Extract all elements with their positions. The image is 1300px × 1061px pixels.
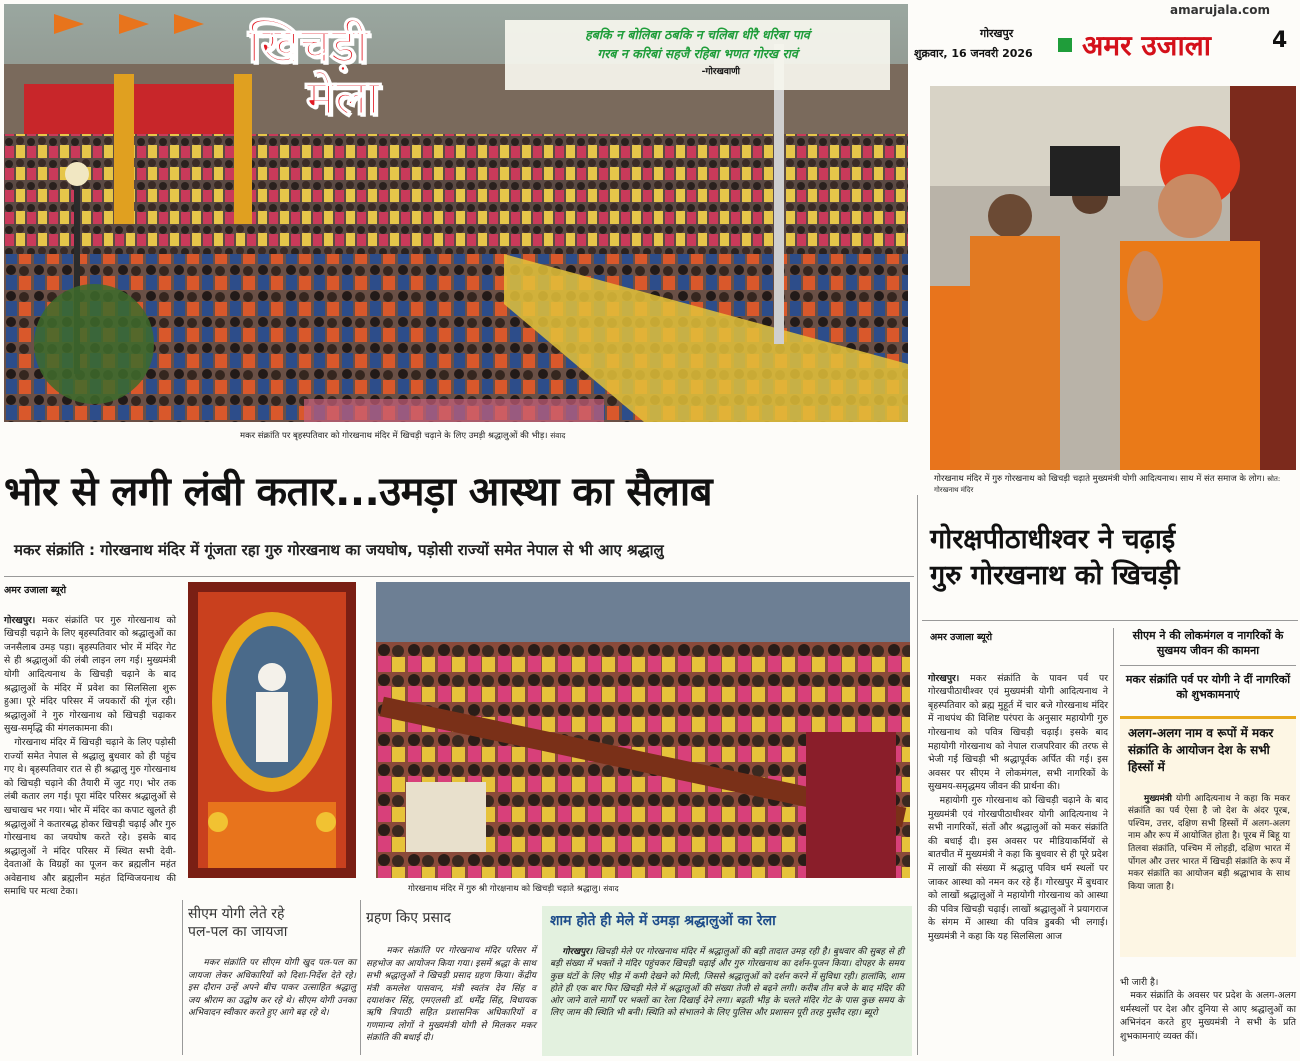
- idol-photo-art: [188, 582, 356, 878]
- prasad-box-title: ग्रहण किए प्रसाद: [366, 910, 451, 926]
- side-box-body: [1120, 780, 1296, 906]
- fair-badge-line2: मेला: [306, 70, 380, 126]
- divider-vertical: [917, 495, 918, 1055]
- fair-badge: [248, 20, 428, 130]
- site-url: amarujala.com: [1169, 3, 1270, 17]
- green-square-icon: [1058, 38, 1072, 52]
- masthead: [910, 20, 1298, 68]
- cm-photo-caption: [934, 474, 1294, 496]
- side-box-body-lead: मुख्यमंत्री: [1143, 793, 1172, 804]
- evening-box-credit: ब्यूरो: [863, 1008, 878, 1019]
- main-subhead: मकर संक्रांति : गोरखनाथ मंदिर में गूंजता रहा गुरु गोरखनाथ का जयघोष, पड़ोसी राज्यों समेत नेपाल से भी आए श्रद्धालु: [14, 541, 664, 559]
- prasad-box-body: [366, 933, 539, 1057]
- side-box: [1120, 716, 1296, 957]
- main-body-2: गोरखनाथ मंदिर में खिचड़ी चढ़ाने के लिए पड़ोसी राज्यों समेत नेपाल से श्रद्धालु बुधवार को ही पहुंच गए थे। बृहस्पतिवार रात से ही श्रद्धालु गुरु गोरखनाथ को खिचड़ी चढ़ाने की तैयारी में जुट गए। भोर तक लंबी कतार लग गई। पूरा मंदिर परिसर श्रद्धालुओं से खचाखच भर गया। भोर में मंदिर का कपाट खुलते ही श्रद्धालुओं ने कतारबद्ध होकर खिचड़ी चढ़ाई और गुरु गोरखनाथ का जयघोष करते रहे। इसके बाद श्रद्धालुओं ने मंदिर परिसर में स्थित सभी देवी-देवताओं के विग्रहों का पूजन कर ब्रह्मलीन महंत अवेद्यनाथ और ब्रह्मलीन महंत दिग्विजयनाथ की समाधि पर मत्था टेका।: [4, 736, 179, 898]
- main-byline: अमर उजाला ब्यूरो: [4, 585, 67, 596]
- evening-box-dateline: गोरखपुर।: [562, 947, 593, 958]
- side-headline-2: गुरु गोरखनाथ को खिचड़ी: [930, 560, 1180, 591]
- cm-box-title-1: सीएम योगी लेते रहे: [188, 906, 285, 922]
- main-dateline: गोरखपुर।: [4, 614, 36, 626]
- fair-badge-line1: खिचड़ी: [248, 18, 369, 74]
- side-body-text: मकर संक्रांति के पावन पर्व पर गोरखपीठाधीश्वर एवं मुख्यमंत्री योगी आदित्यनाथ ने बृहस्पतिवार को ब्रह्म मुहूर्त में चार बजे गोरखनाथ मंदिर में नाथपंथ की विशिष्ट परंपरा के अनुसार महायोगी गुरु गोरखनाथ को पवित्र खिचड़ी चढ़ाई। इसके बाद महायोगी गोरखनाथ को नेपाल राजपरिवार की तरफ से भेजी गई खिचड़ी भी श्रद्धापूर्वक अर्पित की गई। इस अवसर पर सीएम ने लोकमंगल, सभी नागरिकों के सुखमय-समृद्धमय जीवन की प्रार्थना की। महायोगी गुरु गोरखनाथ को खिचड़ी चढ़ाने के बाद मुख्यमंत्री एवं गोरखपीठाधीश्वर योगी आदित्यनाथ ने सभी नागरिकों, संतों और श्रद्धालुओं को मकर संक्रांति की बधाई दी। इस अवसर पर मीडियाकर्मियों से बातचीत में मुख्यमंत्री ने कहा कि बुधवार से ही पूरे प्रदेश में लाखों की संख्या में श्रद्धालु पवित्र धर्म स्थलों पर जाकर आस्था को नमन कर रहे हैं। गोरखपुर में बुधवार को लाखों श्रद्धालुओं ने महायोगी गोरखनाथ को आस्था की पवित्र खिचड़ी चढ़ाई। लाखों श्रद्धालुओं ने प्रयागराज के संगम में आस्था की पवित्र डुबकी भी लगाई। मुख्यमंत्री ने कहा कि यह सिलसिला आज: [928, 672, 1108, 942]
- page-number: 4: [1272, 28, 1288, 53]
- cm-photo-art: [930, 86, 1296, 470]
- divider-col2: [360, 900, 361, 1055]
- main-story-body: [4, 600, 179, 1055]
- cm-photo-credit: स्रोत: गोरखनाथ मंदिर: [934, 475, 1281, 494]
- couplet-line2: गरब न करिबां सहजै रहिबा भणत गोरख रावं: [597, 46, 798, 61]
- newspaper-logo: अमर उजाला: [1082, 29, 1211, 62]
- side-box-body-text: योगी आदित्यनाथ ने कहा कि मकर संक्रांति का पर्व ऐसा है जो देश के अंदर पूरब, पश्चिम, उत्तर, दक्षिण सभी हिस्सों में अलग-अलग नाम और रूप में आयोजित होता है। पूरब में बिहू या तिलवा संक्रांति, पश्चिम में लोहड़ी, दक्षिण भारत में पोंगल और उत्तर भारत में खिचड़ी संक्रांति के रूप में मकर संक्रांति का आयोजन बड़ी श्रद्धाभाव के साथ किया जाता है।: [1128, 793, 1293, 892]
- side-divider: [922, 620, 1298, 621]
- masthead-date: शुक्रवार, 16 जनवरी 2026: [914, 47, 1033, 60]
- devotees-photo-art: [376, 582, 910, 878]
- prasad-box: [366, 908, 539, 1055]
- cm-photo-caption-text: गोरखनाथ मंदिर में गुरु गोरखनाथ को खिचड़ी चढ़ाते मुख्यमंत्री योगी आदित्यनाथ। साथ में संत समाज के लोग।: [934, 474, 1265, 484]
- main-headline: भोर से लगी लंबी कतार...उमड़ा आस्था का सैलाब: [4, 469, 713, 515]
- divider-col1: [182, 900, 183, 1055]
- side-story-body: [928, 658, 1108, 1056]
- devotees-photo-caption: [408, 883, 908, 895]
- devotees-photo-credit: संवाद: [603, 884, 619, 893]
- couplet-line1: हबकि न बोलिबा ठबकि न चलिबा धीरै धरिबा पावं: [585, 27, 810, 42]
- evening-box: [542, 906, 912, 1056]
- evening-box-title: शाम होते ही मेले में उमड़ा श्रद्धालुओं का रेला: [550, 913, 776, 929]
- couplet-box: [505, 20, 890, 90]
- idol-photo: [188, 582, 356, 878]
- devotees-photo: [376, 582, 910, 878]
- side-cont-2: मकर संक्रांति के अवसर पर प्रदेश के अलग-अलग धर्मस्थलों पर देश और दुनिया से आए श्रद्धालुओं का अभिनंदन करते हुए मुख्यमंत्री ने सभी के प्रति शुभकामनाएं व्यक्त कीं।: [1120, 990, 1299, 1042]
- side-cont-1: भी जारी है।: [1120, 976, 1159, 988]
- main-photo-caption: [240, 430, 900, 442]
- cm-box-title-2: पल-पल का जायजा: [188, 924, 288, 940]
- side-col-divider: [1113, 628, 1114, 1056]
- main-body-1: मकर संक्रांति पर गुरु गोरखनाथ को खिचड़ी चढ़ाने के लिए बृहस्पतिवार को श्रद्धालुओं का जनसैलाब उमड़ पड़ा। बृहस्पतिवार भोर में मंदिर गेट से ही श्रद्धालुओं की लंबी लाइन लग गई। मुख्यमंत्री योगी आदित्यनाथ के खिचड़ी चढ़ाने के बाद श्रद्धालुओं के मंदिर में प्रवेश का सिलसिला शुरू हुआ। पूरे मंदिर परिसर में जयकारों की गूंज रही। श्रद्धालुओं ने गुरु गोरखनाथ को खिचड़ी चढ़ाकर सुख-समृद्धि की मंगलकामना की।: [4, 614, 179, 735]
- side-continuation: [1120, 962, 1299, 1056]
- cm-box: [188, 905, 359, 1055]
- side-dateline: गोरखपुर।: [928, 672, 960, 684]
- side-byline: अमर उजाला ब्यूरो: [930, 632, 993, 643]
- prasad-box-body-text: मकर संक्रांति पर गोरखनाथ मंदिर परिसर में सहभोज का आयोजन किया गया। इसमें श्रद्धा के साथ सभी श्रद्धालुओं ने खिचड़ी प्रसाद ग्रहण किया। केंद्रीय मंत्री कमलेश पासवान, मंत्री स्वतंत्र देव सिंह व दयाशंकर सिंह, एमएलसी डॉ. धर्मेंद्र सिंह, विधायक ऋषि त्रिपाठी सहित प्रशासनिक अधिकारियों व गणमान्य लोगों ने मुख्यमंत्री योगी से मिलकर मकर संक्रांति की बधाई दी।: [366, 946, 539, 1044]
- side-headline: [930, 522, 1298, 594]
- divider-horizontal: [4, 576, 914, 577]
- cm-photo: [930, 86, 1296, 470]
- couplet-source: -गोरखवाणी: [701, 67, 740, 77]
- cm-box-body: [188, 945, 359, 1032]
- main-photo-caption-text: मकर संक्रांति पर बृहस्पतिवार को गोरखनाथ मंदिर में खिचड़ी चढ़ाने के लिए उमड़ी श्रद्धालुओं की भीड़।: [240, 431, 548, 441]
- side-headline-1: गोरक्षपीठाधीश्वर ने चढ़ाई: [930, 524, 1176, 555]
- side-deck-1: सीएम ने की लोकमंगल व नागरिकों के सुखमय जीवन की कामना: [1132, 629, 1284, 657]
- masthead-city: गोरखपुर: [980, 27, 1014, 40]
- evening-box-body-text: खिचड़ी मेले पर गोरखनाथ मंदिर में श्रद्धालुओं की बड़ी तादात उमड़ रही है। बुधवार की सुबह से ही बड़ी संख्या में भक्तों ने मंदिर पहुंचकर खिचड़ी चढ़ाई और गुरु गोरखनाथ का दर्शन-पूजन किया। दोपहर के समय कुछ घंटों के लिए भीड़ में कमी देखने को मिली, जिससे श्रद्धालुओं को दर्शन करने में सुविधा रही। हालांकि, शाम होते ही एक बार फिर खिचड़ी मेले में श्रद्धालुओं की संख्या तेजी से बढ़ने लगी। करीब तीन बजे के बाद मंदिर की ओर जाने वाले मार्गों पर भक्तों का रेला दिखाई देने लगा। बढ़ती भीड़ के चलते मंदिर गेट के पास कुछ समय के लिए जाम की स्थिति भी बनी। स्थिति को संभालने के लिए पुलिस और प्रशासन पूरी तरह मुस्तैद रहा।: [550, 947, 907, 1019]
- evening-box-body: [542, 934, 912, 1032]
- main-photo-credit: संवाद: [550, 431, 566, 440]
- side-deck-2: मकर संक्रांति पर्व पर योगी ने दीं नागरिकों को शुभकामनाएं: [1125, 673, 1291, 701]
- cm-box-body-text: मकर संक्रांति पर सीएम योगी खुद पल-पल का जायजा लेकर अधिकारियों को दिशा-निर्देश देते रहे। इस दौरान उन्हें अपने बीच पाकर उत्साहित श्रद्धालु जय श्रीराम का उद्घोष कर रहे थे। सीएम योगी उनका अभिवादन स्वीकार करते हुए आगे बढ़ रहे थे।: [188, 958, 359, 1019]
- devotees-photo-caption-text: गोरखनाथ मंदिर में गुरु श्री गोरक्षनाथ को खिचड़ी चढ़ाते श्रद्धालु।: [408, 884, 601, 894]
- deck-divider: [1120, 665, 1296, 666]
- side-box-title: अलग-अलग नाम व रूपों में मकर संक्रांति के आयोजन देश के सभी हिस्सों में: [1128, 726, 1274, 774]
